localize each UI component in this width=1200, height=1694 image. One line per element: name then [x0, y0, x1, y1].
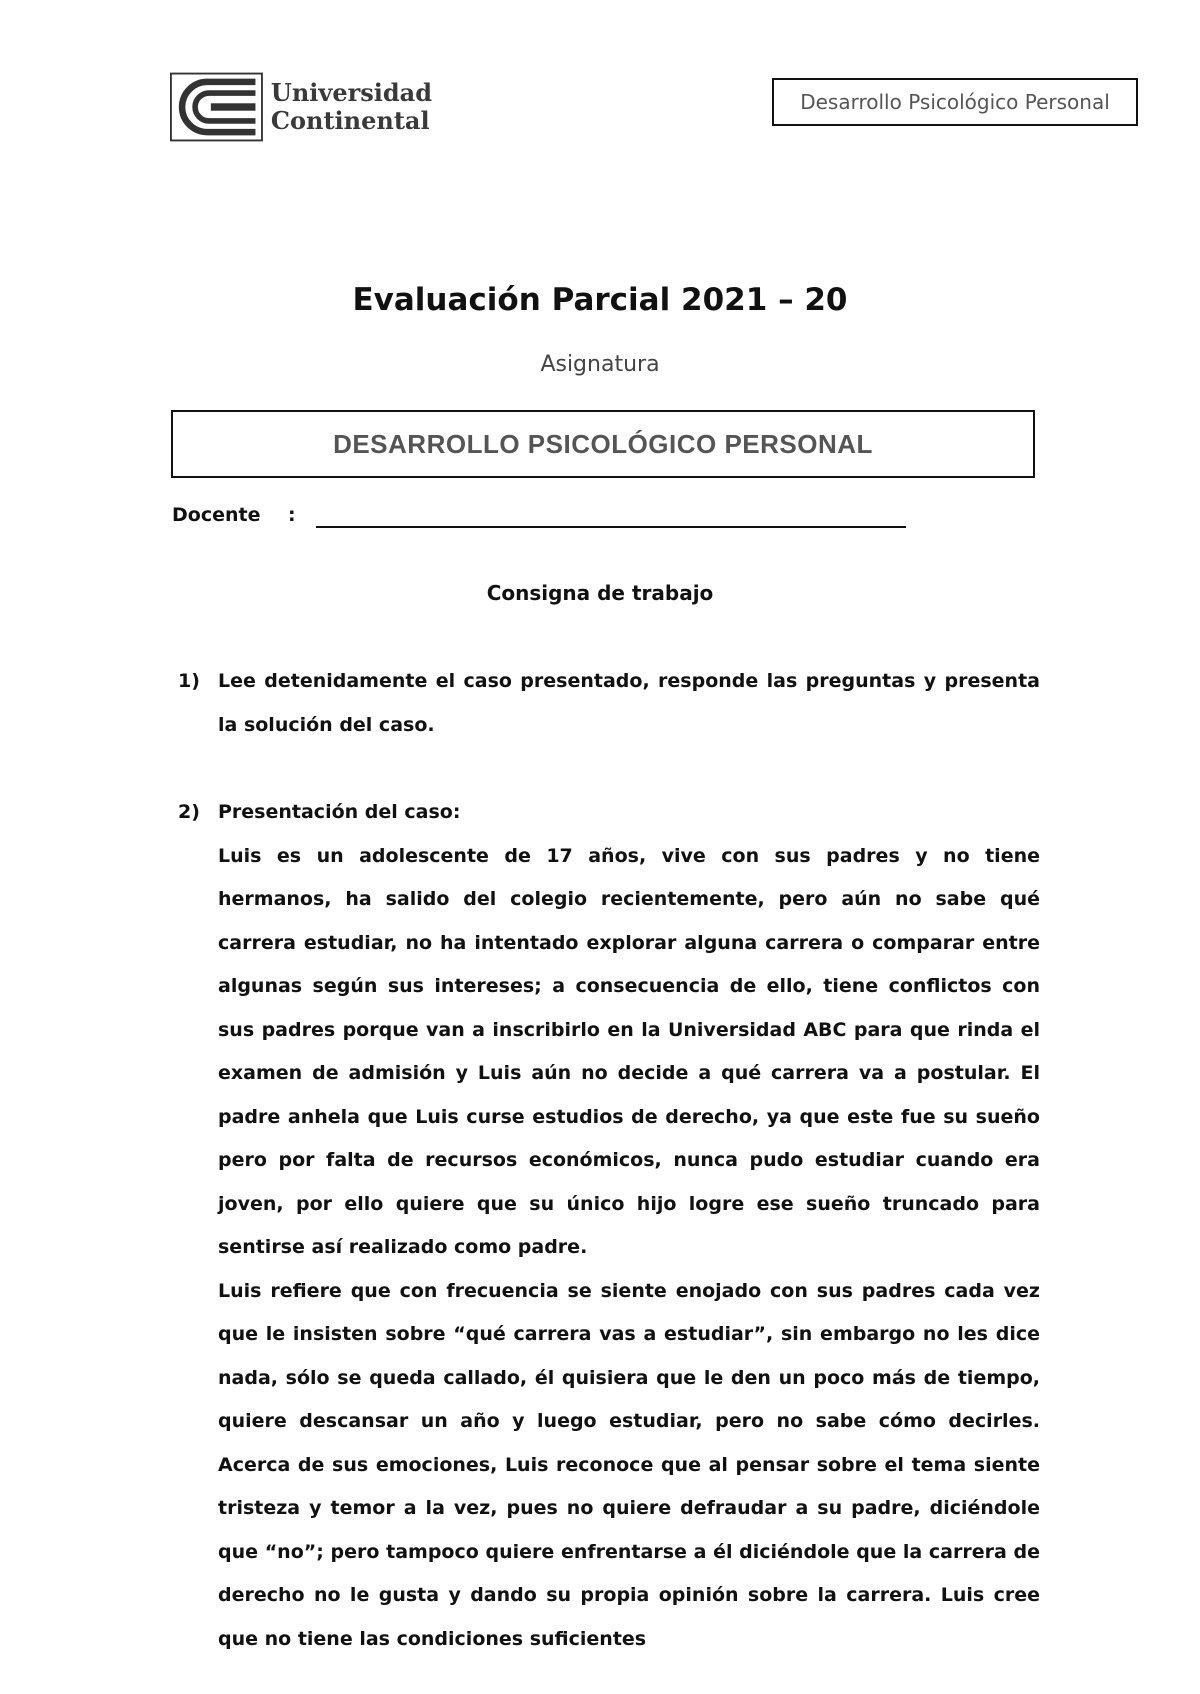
- case-paragraph-2: Luis refiere que con frecuencia se siente enojado con sus padres cada vez que le insisten sobre “qué carrera vas a estudiar”, sin embargo no les dice nada, sólo se queda callado, él quisiera que le den un poco más de tiempo, quiere descansar un año y luego estudiar, pero no sabe cómo decirles. Acerca de sus emociones, Luis reconoce que al pensar sobre el tema siente tristeza y temor a la vez, pues no quiere defraudar a su padre, diciéndole que “no”; pero tampoco quiere enfrentarse a él diciéndole que la carrera de derecho no le gusta y dando su propia opinión sobre la carrera. Luis cree que no tiene las condiciones suficientes: [218, 1279, 1040, 1650]
- logo-line2: Continental: [270, 106, 430, 135]
- logo-text: [271, 79, 432, 135]
- consigna-title: Consigna de trabajo: [486, 581, 714, 605]
- item-number: 2): [178, 801, 200, 823]
- item-number: 1): [178, 670, 200, 692]
- page-title: Evaluación Parcial 2021 – 20: [352, 282, 848, 318]
- course-header-box: Desarrollo Psicológico Personal: [772, 78, 1138, 126]
- subject-label: Asignatura: [540, 352, 660, 377]
- university-logo: [170, 70, 432, 144]
- case-heading: Presentación del caso:: [218, 801, 461, 823]
- docente-signature-line: [316, 526, 906, 528]
- logo-line1: Universidad: [270, 78, 432, 107]
- instruction-item-1: [178, 660, 1040, 747]
- case-paragraph-1: Luis es un adolescente de 17 años, vive con sus padres y no tiene hermanos, ha salido del colegio recientemente, pero aún no sabe qué carrera estudiar, no ha intentado explorar alguna carrera o comparar entre algunas según sus intereses; a consecuencia de ello, tiene conflictos con sus padres porque van a inscribirlo en la Universidad ABC para que rinda el examen de admisión y Luis aún no decide a qué carrera va a postular. El padre anhela que Luis curse estudios de derecho, ya que este fue su sueño pero por falta de recursos económicos, nunca pudo estudiar cuando era joven, por ello quiere que su único hijo logre ese sueño truncado para sentirse así realizado como padre.: [218, 844, 1040, 1258]
- instruction-item-2: [178, 791, 1040, 1661]
- item-text: Lee detenidamente el caso presentado, responde las preguntas y presenta la solución del caso.: [218, 670, 1040, 736]
- logo-mark-icon: [170, 70, 263, 144]
- docente-label: Docente: [172, 504, 261, 526]
- subject-name-box: DESARROLLO PSICOLÓGICO PERSONAL: [171, 410, 1035, 478]
- docente-colon: :: [288, 504, 296, 526]
